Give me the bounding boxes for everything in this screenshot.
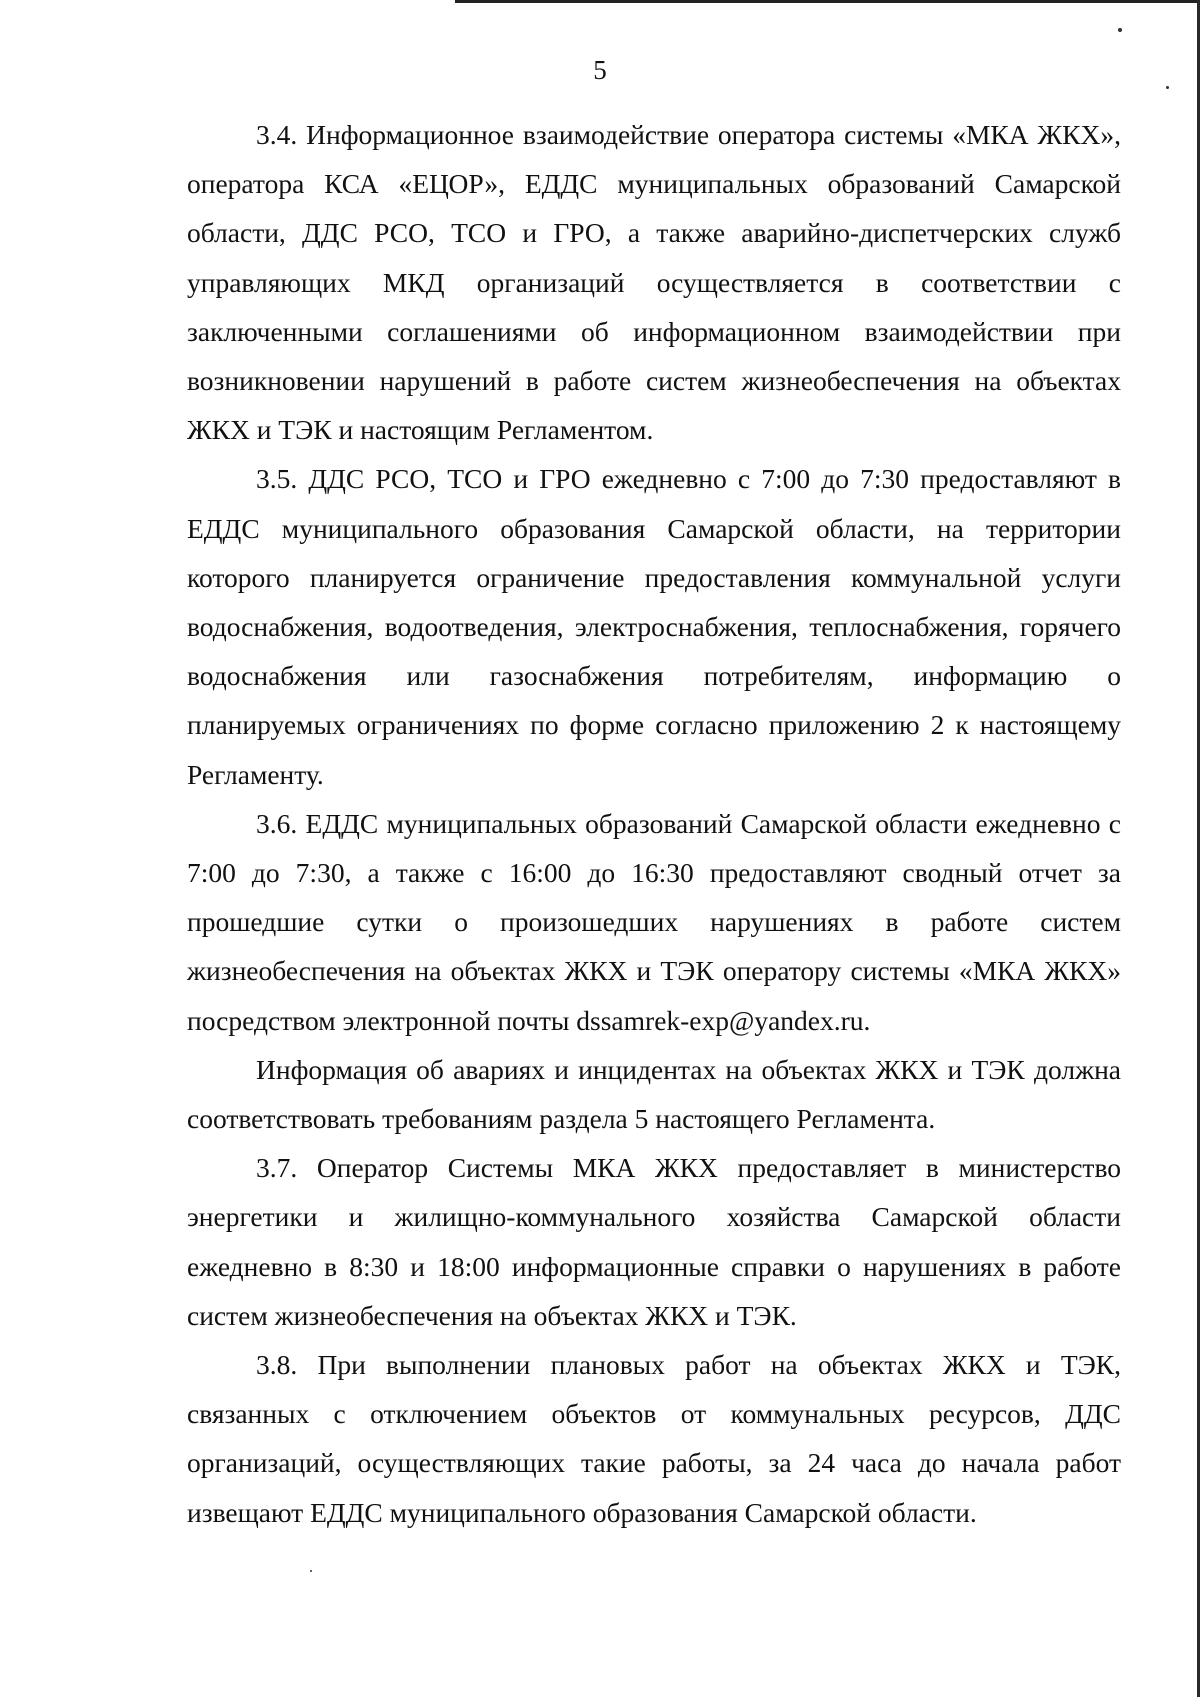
- document-body: [187, 110, 1121, 1537]
- paragraph-3-6: 3.6. ЕДДС муниципальных образований Самарской области ежедневно с 7:00 до 7:30, а также с 16:00 до 16:30 предоставляют сводный отчет за прошедшие сутки о произошедших нарушениях в работе систем жизнеобеспечения на объектах ЖКХ и ТЭК оператору системы «МКА ЖКХ» посредством электронной почты dssamrek-exp@yandex.ru.: [187, 807, 1121, 1036]
- scan-speck: [1118, 28, 1122, 32]
- scan-speck: [310, 1570, 312, 1572]
- paragraph-3-8: 3.8. При выполнении плановых работ на объектах ЖКХ и ТЭК, связанных с отключением объектов от коммунальных ресурсов, ДДС организаций, осуществляющих такие работы, за 24 часа до начала работ извещают ЕДДС муниципального образования Самарской области.: [187, 1349, 1121, 1528]
- paragraph-3-5: 3.5. ДДС РСО, ТСО и ГРО ежедневно с 7:00 до 7:30 предоставляют в ЕДДС муниципального образования Самарской области, на территории которого планируется ограничение предоставления коммунальной услуги водоснабжения, водоотведения, электроснабжения, теплоснабжения, горячего водоснабжения или газоснабжения потребителям, информацию о планируемых ограничениях по форме согласно приложению 2 к настоящему Регламенту.: [187, 463, 1121, 790]
- paragraph-3-4: 3.4. Информационное взаимодействие оператора системы «МКА ЖКХ», оператора КСА «ЕЦОР», ЕДДС муниципальных образований Самарской области, ДДС РСО, ТСО и ГРО, а также аварийно-диспетчерских служб управляющих МКД организаций осуществляется в соответствии с заключенными соглашениями об информационном взаимодействии при возникновении нарушений в работе систем жизнеобеспечения на объектах ЖКХ и ТЭК и настоящим Регламентом.: [187, 119, 1121, 446]
- paragraph-3-7: 3.7. Оператор Системы МКА ЖКХ предоставляет в министерство энергетики и жилищно-коммунального хозяйства Самарской области ежедневно в 8:30 и 18:00 информационные справки о нарушениях в работе систем жизнеобеспечения на объектах ЖКХ и ТЭК.: [187, 1152, 1121, 1331]
- paragraph-incident-info: Информация об авариях и инцидентах на объектах ЖКХ и ТЭК должна соответствовать требованиям раздела 5 настоящего Регламента.: [187, 1053, 1121, 1135]
- scan-top-edge: [455, 0, 1200, 3]
- page-number: 5: [593, 55, 607, 85]
